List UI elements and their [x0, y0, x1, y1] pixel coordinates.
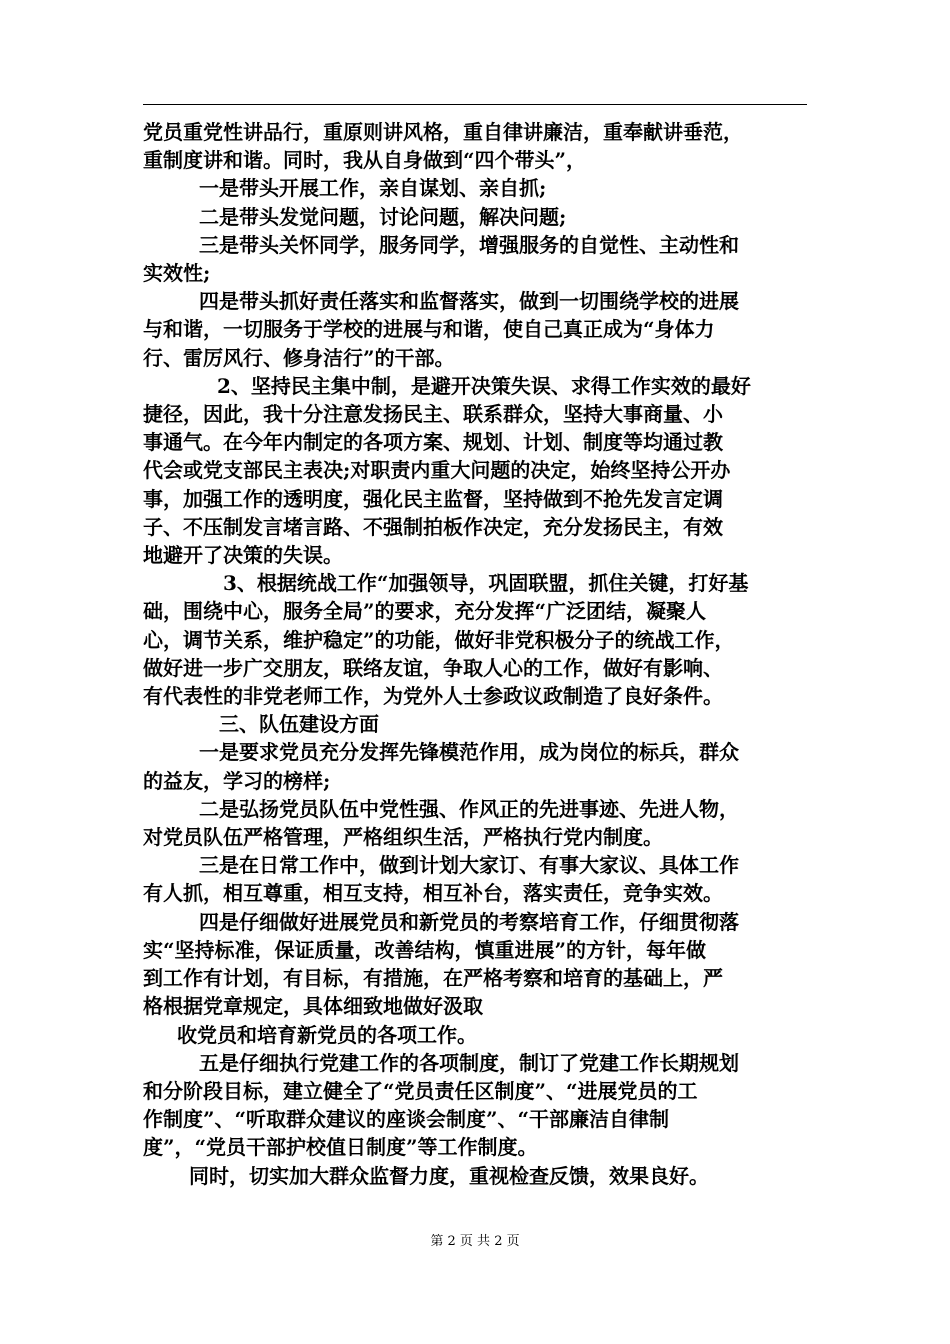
document-body: [143, 118, 807, 1190]
text-line: 实效性;: [143, 261, 211, 286]
text-line: 同时，切实加大群众监督力度，重视检查反馈，效果良好。: [189, 1163, 709, 1188]
text-line: 一是要求党员充分发挥先锋模范作用，成为岗位的标兵，群众: [199, 740, 739, 765]
text-line: 代会或党支部民主表决;对职责内重大问题的决定，始终坚持公开办: [143, 458, 731, 483]
text-line: 有人抓，相互尊重，相互支持，相互补台，落实责任，竞争实效。: [143, 881, 723, 906]
text-line: 心，调节关系，维护稳定”的功能，做好非党积极分子的统战工作，: [143, 627, 735, 652]
text-line: 收党员和培育新党员的各项工作。: [177, 1022, 477, 1047]
text-line: 捷径，因此，我十分注意发扬民主、联系群众，坚持大事商量、小: [143, 402, 723, 427]
header-rule: [143, 104, 807, 105]
text-line: 作制度”、“听取群众建议的座谈会制度”、“干部廉洁自律制: [143, 1107, 670, 1132]
text-line: 四是带头抓好责任落实和监督落实，做到一切围绕学校的进展: [199, 289, 739, 314]
text-line: 三、队伍建设方面: [219, 712, 379, 737]
text-line: 实“坚持标准，保证质量，改善结构，慎重进展”的方针，每年做: [143, 937, 707, 962]
text-line: 党员重党性讲品行，重原则讲风格，重自律讲廉洁，重奉献讲垂范，: [143, 120, 743, 144]
text-line: 和分阶段目标，建立健全了“党员责任区制度”、“进展党员的工: [143, 1078, 698, 1103]
text-line: 做好进一步广交朋友，联络友谊，争取人心的工作，做好有影响、: [143, 655, 723, 680]
text-line: 一是带头开展工作，亲自谋划、亲自抓;: [199, 176, 547, 201]
text-line: 的益友，学习的榜样;: [143, 768, 331, 793]
text-line: 重制度讲和谐。同时，我从自身做到“四个带头”，: [143, 148, 587, 173]
text-line: 对党员队伍严格管理，严格组织生活，严格执行党内制度。: [143, 825, 663, 850]
text-line: 事通气。在今年内制定的各项方案、规划、计划、制度等均通过教: [143, 430, 723, 455]
text-line: 有代表性的非党老师工作，为党外人士参政议政制造了良好条件。: [143, 684, 723, 709]
text-line: 事，加强工作的透明度，强化民主监督，坚持做到不抢先发言定调: [143, 486, 723, 511]
text-line: 度”，“党员干部护校值日制度”等工作制度。: [143, 1135, 538, 1160]
text-line: 子、不压制发言堵言路、不强制拍板作决定，充分发扬民主，有效: [143, 514, 723, 539]
text-line: 格根据党章规定，具体细致地做好汲取: [143, 994, 483, 1019]
text-line: 础，围绕中心，服务全局”的要求，充分发挥“广泛团结，凝聚人: [143, 599, 707, 624]
text-line: 五是仔细执行党建工作的各项制度，制订了党建工作长期规划: [199, 1050, 739, 1075]
text-line: 与和谐，一切服务于学校的进展与和谐，使自己真正成为“身体力: [143, 317, 715, 342]
text-line: 到工作有计划，有目标，有措施，在严格考察和培育的基础上，严: [143, 966, 723, 991]
text-line: 三是在日常工作中，做到计划大家订、有事大家议、具体工作: [199, 853, 739, 878]
text-line: 二是弘扬党员队伍中党性强、作风正的先进事迹、先进人物，: [199, 796, 739, 821]
text-line: 3、根据统战工作“加强领导，巩固联盟，抓住关键，打好基: [223, 571, 749, 596]
text-line: 行、雷厉风行、修身洁行”的干部。: [143, 345, 455, 370]
text-line: 地避开了决策的失误。: [143, 543, 343, 568]
page-number-footer: 第 2 页 共 2 页: [430, 1234, 520, 1249]
text-line: 二是带头发觉问题，讨论问题，解决问题;: [199, 204, 567, 229]
text-line: 四是仔细做好进展党员和新党员的考察培育工作，仔细贯彻落: [199, 909, 739, 934]
text-line: 三是带头关怀同学，服务同学，增强服务的自觉性、主动性和: [199, 232, 739, 257]
text-line: 2、坚持民主集中制，是避开决策失误、求得工作实效的最好: [217, 373, 751, 398]
